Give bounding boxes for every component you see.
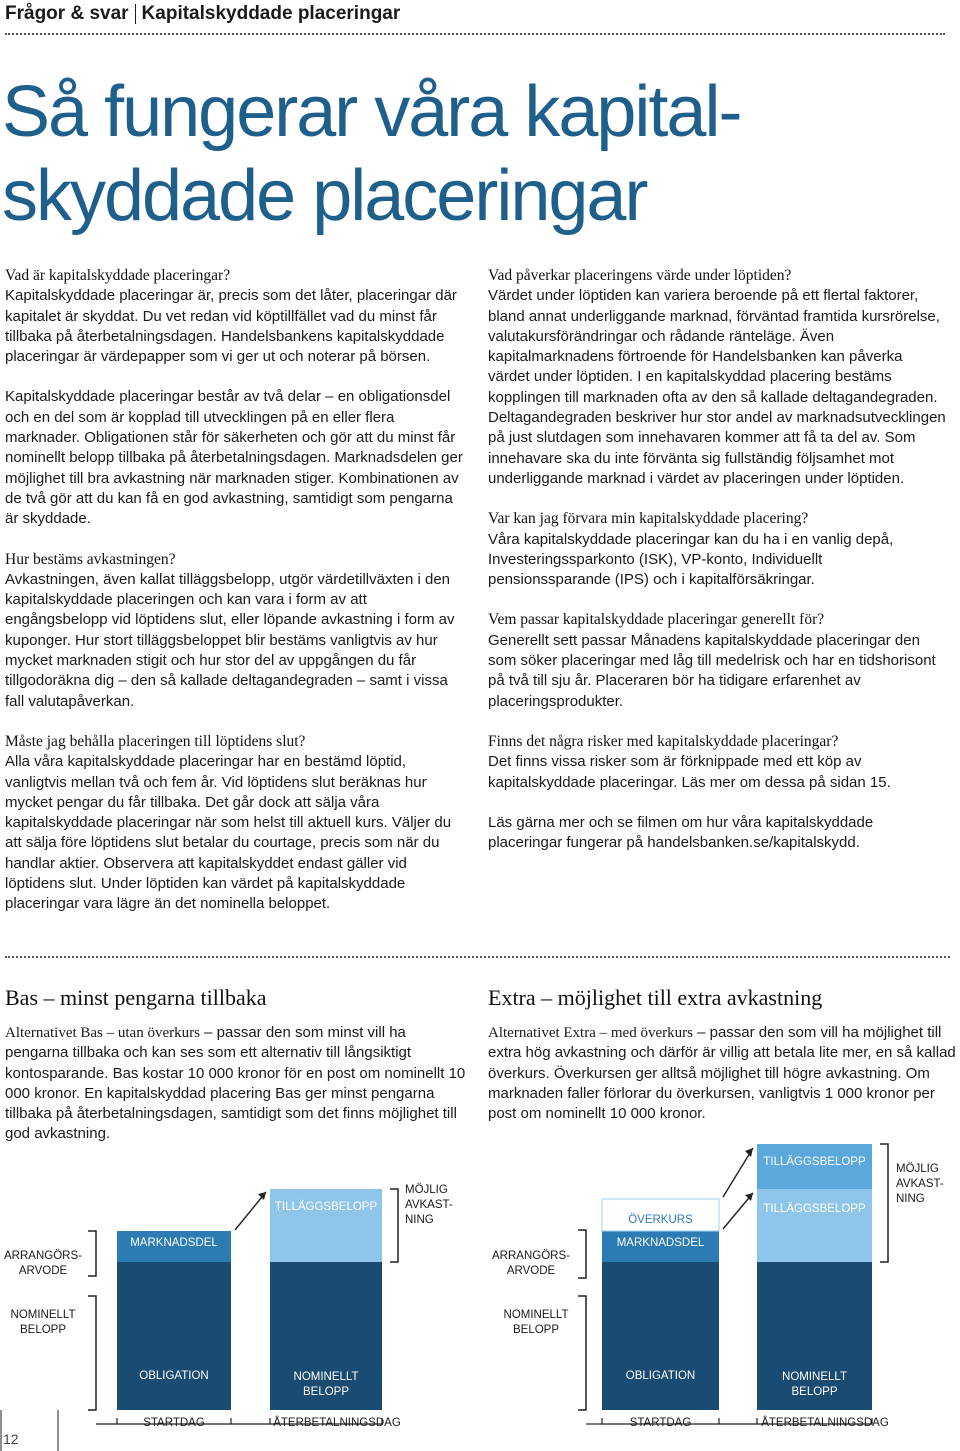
bracket-arrangor-extra xyxy=(578,1230,586,1278)
extra-aterbetalning-label: ÅTERBETALNINGSDAG xyxy=(761,1417,889,1429)
extra-tillagg-bottom-bar xyxy=(757,1189,872,1262)
bas-title: Bas – minst pengarna tillbaka xyxy=(5,985,267,1010)
question: Vad påverkar placeringens värde under löptiden? xyxy=(488,267,792,284)
page-number: 12 xyxy=(3,1431,19,1447)
extra-obligation-bar xyxy=(602,1262,719,1410)
bas-nominellt-left-label: NOMINELLT BELOPP xyxy=(10,1309,76,1336)
question: Vem passar kapitalskyddade placeringar generellt för? xyxy=(488,611,825,629)
bas-aterbetalning-label: ÅTERBETALNINGSDAG xyxy=(273,1417,401,1429)
bracket-mojlig xyxy=(390,1189,398,1262)
answer: Läs gärna mer och se filmen om hur våra kapitalskyddade placeringar fungerar på handelsbanken.se/kapitalskydd. xyxy=(488,813,874,852)
extra-tillagg-bottom-label: TILLÄGGSBELOPP xyxy=(763,1203,866,1215)
question: Var kan jag förvara min kapitalskyddade placering? xyxy=(488,510,809,528)
extra-mojlig-label: MÖJLIG AVKAST- NING xyxy=(896,1163,944,1205)
extra-nominellt-right-label: NOMINELLT BELOPP xyxy=(782,1371,847,1398)
bas-tillagg-bar xyxy=(270,1189,382,1262)
bracket-arrangor xyxy=(88,1231,96,1276)
bas-arrow-head xyxy=(258,1192,266,1200)
extra-overkurs-label: ÖVERKURS xyxy=(628,1214,693,1226)
answer: Alla våra kapitalskyddade placeringar har en bestämd löptid, vanligtvis mellan två och fem år. Vid löptidens slut beräknas hur mycket pengar du får tillbaka. Det går dock att sälja våra kapitalskyddade placeringar när som helst till aktuell kurs. Väljer du att sälja före löptidens slut betalar du courtage, precis som när du handlar aktier. Observera att kapitalskyddet endast gäller vid löptidens slut. Under löptiden kan värdet på kapitalskyddade placeringar vara lägre än det nominella beloppet. xyxy=(5,753,452,913)
extra-marknadsdel-label: MARKNADSDEL xyxy=(616,1237,705,1249)
extra-arrow-head xyxy=(745,1193,753,1201)
title-line-1: Så fungerar våra kapital- xyxy=(2,72,741,152)
extra-lead: Alternativet Extra – med överkurs xyxy=(488,1025,693,1041)
header-section: Frågor & svar xyxy=(5,3,129,24)
question: Finns det några risker med kapitalskyddade placeringar? xyxy=(488,732,839,750)
extra-tillagg-top-label: TILLÄGGSBELOPP xyxy=(763,1156,866,1168)
bas-marknadsdel-label: MARKNADSDEL xyxy=(130,1237,218,1249)
question: Hur bestäms avkastningen? xyxy=(5,550,176,568)
bas-obligation-label: OBLIGATION xyxy=(139,1370,209,1382)
bas-arrow-line xyxy=(235,1192,266,1230)
answer: Värdet under löptiden kan variera beroende på ett flertal faktorer, bland annat underliggande marknad, förväntad framtida kursrörelse, valutakursförändringar och rådande ränteläge. Även kapitalmarknadens förtroende för Handelsbanken kan påverka värdet under löptiden. I en kapitalskyddad placering bestäms kopplingen till marknaden ofta av den så kallade deltagandegraden. Deltagandegraden beskriver hur stor andel av marknadsutvecklingen på just slutdagen som innehavaren kommer att få ta del av. Som innehavare ska du inte förvänta sig fullständig följsamhet mot underliggande marknad i värdet av placeringen under löptiden. xyxy=(488,287,946,487)
extra-nominellt-left-label: NOMINELLT BELOPP xyxy=(503,1309,569,1336)
extra-startdag-label: STARTDAG xyxy=(629,1417,692,1429)
header-topic: Kapitalskyddade placeringar xyxy=(141,3,401,24)
question: Måste jag behålla placeringen till löptidens slut? xyxy=(5,732,306,750)
title-line-2: skyddade placeringar xyxy=(2,156,647,236)
answer: Generellt sett passar Månadens kapitalskyddade placeringar den som söker placeringar med låg till medelrisk och har en tidshorisont på två till sju år. Placeraren bör ha tidigare erfarenhet av placeringsprodukter. xyxy=(488,631,936,710)
answer: Det finns vissa risker som är förknippade med ett köp av kapitalskyddade placeringar. Läs mer om dessa på sidan 15. xyxy=(488,753,891,791)
bas-obligation-bar xyxy=(117,1262,231,1410)
extra-arrangor-label: ARRANGÖRS- ARVODE xyxy=(492,1250,570,1277)
question: Vad är kapitalskyddade placeringar? xyxy=(5,267,231,284)
extra-text: – passar den som vill ha möjlighet till extra hög avkastning och därför är villig att betala lite mer, en så kallad överkurs. Överkursen ger alltså möjlighet till högre avkastning. Om marknaden faller förlorar du överkursen, vanligtvis 1 000 kronor per post om nominellt 10 000 kronor. xyxy=(488,1024,956,1123)
extra-obligation-label: OBLIGATION xyxy=(625,1370,696,1382)
answer: Kapitalskyddade placeringar består av två delar – en obligationsdel och en del som är kopplad till utvecklingen på en eller flera marknader. Obligationen står för säkerheten och gör att du minst får nominellt belopp tillbaka på återbetalningsdagen. Marknadsdelen ger möjlighet till bra avkastning när marknaden stiger. Kombinationen av de två gör att du kan få en god avkastning, samtidigt som pengarna är skyddade. xyxy=(5,388,463,528)
bas-startdag-label: STARTDAG xyxy=(143,1417,205,1429)
answer: Kapitalskyddade placeringar är, precis som det låter, placeringar där kapitalet är skyddat. Du vet redan vid köptillfället vad du minst får tillbaka på återbetalningsdagen. Handelsbankens kapitalskyddade placeringar är värdepapper som vi ger ut och noterar på börsen. xyxy=(5,287,457,366)
bas-arrangor-label: ARRANGÖRS- ARVODE xyxy=(4,1250,82,1277)
bracket-nominellt-left xyxy=(88,1296,96,1410)
bas-tillagg-label: TILLÄGGSBELOPP xyxy=(274,1201,378,1213)
bas-text: – passar den som minst vill ha pengarna tillbaka och kan ses som ett alternativ till långsiktigt kontosparande. Bas kostar 10 000 kronor för en post om nominellt 10 000 kronor. En kapitalskyddad placering Bas ger minst pengarna tillbaka på återbetalningsdagen, samtidigt som det finns möjlighet till god avkastning. xyxy=(5,1024,466,1143)
extra-arrow-line xyxy=(723,1148,753,1197)
answer: Avkastningen, även kallat tilläggsbelopp, utgör värdetillväxten i den kapitalskyddade placeringen och kan vara i form av att engångsbelopp vid löptidens slut, eller löpande avkastning i form av kuponger. Hur stort tilläggsbeloppet blir bestäms vanligtvis av hur mycket marknaden stigit och hur stor del av uppgången du får tillgodoräkna dig – den så kallade deltagandegraden – samt i vissa fall valutapåverkan. xyxy=(5,570,455,710)
bracket-nominellt-left-extra xyxy=(578,1296,586,1410)
bracket-mojlig-extra xyxy=(880,1144,888,1262)
bas-nominellt-right-label: NOMINELLT BELOPP xyxy=(293,1371,359,1398)
bas-lead: Alternativet Bas – utan överkurs xyxy=(5,1025,200,1041)
bas-mojlig-label: MÖJLIG AVKAST- NING xyxy=(405,1184,453,1226)
answer: Våra kapitalskyddade placeringar kan du ha i en vanlig depå, Investeringssparkonto (ISK), VP-konto, Individuellt pensionssparande (IPS) och i kapitalförsäkringar. xyxy=(488,530,894,589)
extra-title: Extra – möjlighet till extra avkastning xyxy=(488,985,823,1010)
